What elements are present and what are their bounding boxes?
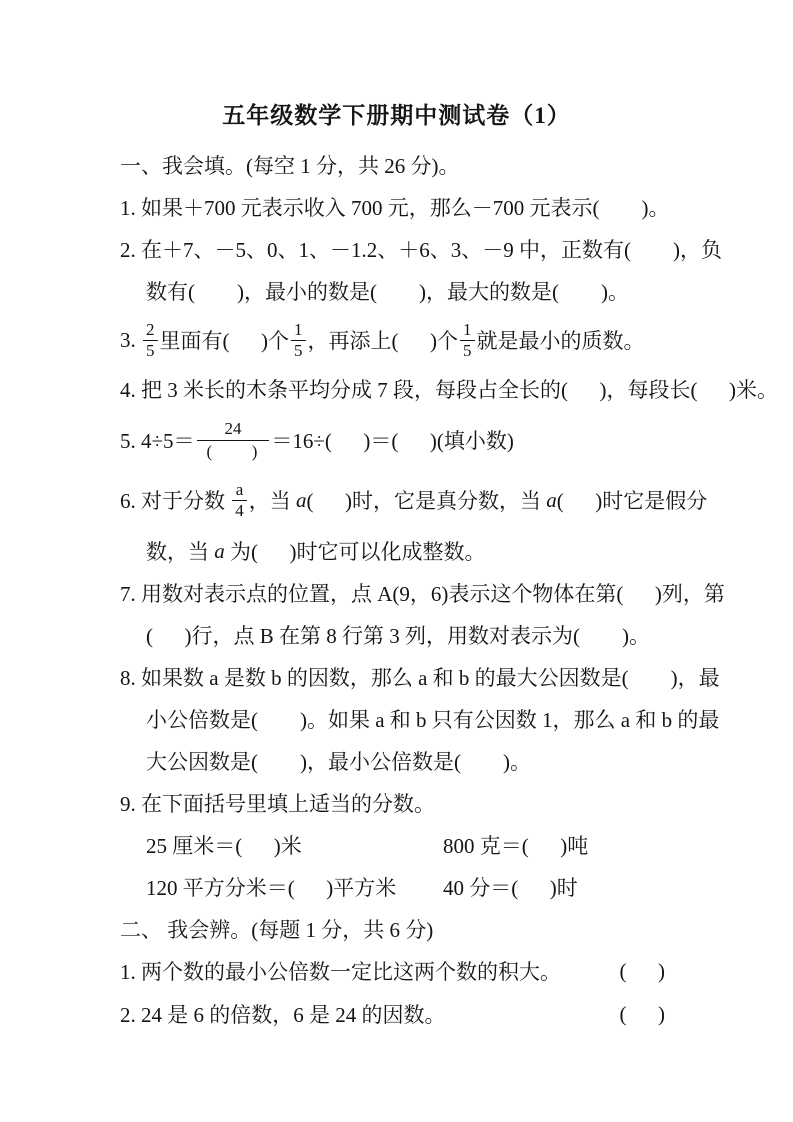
paper-content [0,144,793,1036]
section1-header [120,144,685,186]
fraction-a-over-4 [232,481,247,520]
fraction-numerator: 2 [146,319,155,339]
question-9 [120,782,685,824]
question-6-line-1 [120,470,708,530]
question-1-text: 1. 如果＋700 元表示收入 700 元，那么－700 元表示( )。 [120,196,670,220]
section2-question-1 [120,950,685,992]
question-5-text-2: ＝16÷( )＝( )(填小数) [271,429,514,453]
fraction-two-fifths [143,321,158,360]
question-8-line-3 [120,740,685,782]
question-9-row-1 [120,824,685,866]
section2-question-1-text: 1. 两个数的最小公倍数一定比这两个数的积大。 [120,960,561,984]
fraction-denominator: 5 [143,340,158,360]
conversion-cm-to-m: 25 厘米＝( )米 [146,834,302,858]
question-3-text-2: ，再添上( )个 [307,329,458,353]
question-9-text: 9. 在下面括号里填上适当的分数。 [120,792,435,816]
question-7-line-2 [120,614,685,656]
question-3-text-1: 里面有( )个 [159,329,289,353]
question-8-line-2 [120,698,720,740]
section2-question-1-answer-blank: ( ) [619,958,665,983]
question-6-line-2 [120,530,685,572]
question-8-text-1: 8. 如果数 a 是数 b 的因数，那么 a 和 b 的最大公因数是( )，最 [120,666,720,690]
question-5-text-1: 5. 4÷5＝ [120,429,195,453]
variable-a: a [296,487,307,512]
question-8-line-1 [120,656,720,698]
question-8-text-3: 大公因数是( )，最小公倍数是( )。 [146,750,531,774]
question-7-text-1: 7. 用数对表示点的位置，点 A(9，6)表示这个物体在第( )列，第 [120,582,725,606]
question-6-text-4: ( )时它是假分 [556,489,708,513]
conversion-g-to-t: 800 克＝( )吨 [443,834,589,858]
section1-header-text: 一、我会填。(每空 1 分，共 26 分)。 [120,154,460,178]
section2-header [120,908,685,950]
question-7-line-1 [120,572,725,614]
question-2-text-2: 数有( )，最小的数是( )，最大的数是( )。 [146,280,629,304]
fraction-denominator: 5 [460,340,475,360]
question-2-line-1 [120,228,722,270]
variable-a: a [546,487,557,512]
question-1 [120,186,685,228]
fraction-denominator: 5 [291,340,306,360]
question-8-text-2: 小公倍数是( )。如果 a 和 b 只有公因数 1，那么 a 和 b 的最 [146,708,720,732]
fraction-denominator: 4 [232,500,247,520]
section2-question-2-answer-blank: ( ) [619,1001,665,1026]
conversion-sqdm-to-sqm: 120 平方分米＝( )平方米 [146,876,397,900]
fraction-numerator: 1 [294,319,303,339]
question-6-text-1: 6. 对于分数 [120,489,231,513]
question-6-text-5: 数，当 [146,540,215,564]
fraction-one-fifth [460,321,475,360]
question-6-text-3: ( )时，它是真分数，当 [306,489,547,513]
question-6-text-2: ，当 [248,489,296,513]
question-4 [120,368,778,410]
fraction-numerator: 1 [463,319,472,339]
question-3-text-3: 就是最小的质数。 [476,329,645,353]
fraction-one-fifth [291,321,306,360]
fraction-24-over-blank [197,420,270,461]
section2-question-2-text: 2. 24 是 6 的倍数，6 是 24 的因数。 [120,1003,446,1027]
section2-header-text: 二、 我会辨。(每题 1 分，共 6 分) [120,918,434,942]
fraction-numerator: 24 [224,418,242,438]
fraction-numerator: a [235,479,244,499]
variable-a: a [214,538,225,563]
question-4-text: 4. 把 3 米长的木条平均分成 7 段，每段占全长的( )，每段长( )米。 [120,378,778,402]
question-2-line-2 [120,270,685,312]
question-9-row-2 [120,866,685,908]
fraction-denominator-blank: ( ) [197,440,270,461]
conversion-min-to-h: 40 分＝( )时 [443,876,578,900]
question-3 [120,312,685,368]
question-7-text-2: ( )行，点 B 在第 8 行第 3 列，用数对表示为( )。 [146,624,650,648]
section2-question-2 [120,992,685,1036]
question-3-number: 3. [120,327,141,352]
question-6-text-6: 为( )时它可以化成整数。 [224,540,486,564]
question-2-text-1: 2. 在＋7、－5、0、1、－1.2、＋6、3、－9 中，正数有( )，负 [120,238,722,262]
paper-title: 五年级数学下册期中测试卷（1） [222,103,571,128]
question-5 [120,410,685,470]
